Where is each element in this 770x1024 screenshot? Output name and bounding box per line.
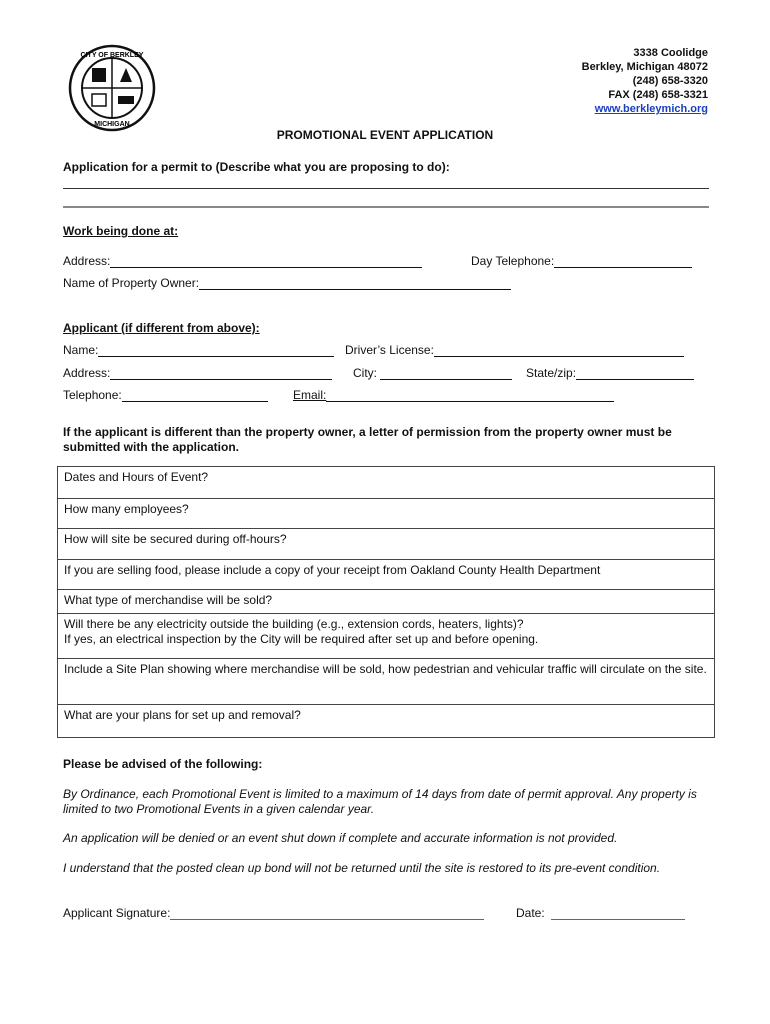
applicant-name-label: Name: (63, 343, 99, 357)
phone: (248) 658-3320 (632, 75, 708, 87)
applicant-name-field[interactable] (98, 343, 334, 357)
applicant-address-row (63, 366, 332, 380)
applicant-address-label: Address: (63, 366, 111, 380)
state-zip-field[interactable] (576, 366, 694, 380)
day-phone-field[interactable] (554, 254, 692, 268)
work-address-row (63, 254, 422, 268)
permit-prompt: Application for a permit to (Describe what you are proposing to do): (63, 160, 450, 174)
questions-table (57, 466, 715, 738)
license-field[interactable] (434, 343, 684, 357)
license-row (345, 343, 684, 357)
email-row (293, 388, 614, 402)
street: 3338 Coolidge (633, 47, 708, 59)
advisory-ordinance: By Ordinance, each Promotional Event is limited to a maximum of 14 days from date of permit approval. Any property is limited to two Promotional Events in a given calendar year. (63, 787, 697, 816)
question-electricity[interactable]: Will there be any electricity outside the building (e.g., extension cords, heaters, lights)? If yes, an electrical inspection by the City will be required after set up and before opening. (58, 613, 714, 658)
permission-note: If the applicant is different than the property owner, a letter of permission from the property owner must be submitted with the application. (63, 425, 672, 454)
city-row (353, 366, 512, 380)
city-field[interactable] (380, 366, 512, 380)
day-phone-label: Day Telephone: (471, 254, 555, 268)
owner-field[interactable] (199, 276, 511, 290)
question-dates[interactable]: Dates and Hours of Event? (64, 470, 209, 484)
state-label: State/zip: (526, 366, 577, 380)
owner-label: Name of Property Owner: (63, 276, 200, 290)
license-label: Driver’s License: (345, 343, 434, 357)
date-row (516, 906, 685, 920)
question-employees[interactable]: How many employees? (58, 498, 714, 528)
telephone-row (63, 388, 268, 402)
question-merchandise[interactable]: What type of merchandise will be sold? (58, 589, 714, 613)
signature-label: Applicant Signature: (63, 906, 171, 920)
city-line: Berkley, Michigan 48072 (581, 61, 708, 73)
email-label: Email: (293, 388, 327, 402)
applicant-address-field[interactable] (110, 366, 332, 380)
date-label: Date: (516, 906, 545, 920)
website-link[interactable]: www.berkleymich.org (594, 103, 708, 115)
advisory-heading: Please be advised of the following: (63, 757, 263, 771)
day-phone-row (471, 254, 692, 268)
email-field[interactable] (326, 388, 614, 402)
question-setup-removal[interactable]: What are your plans for set up and removal? (58, 704, 714, 737)
description-line-1[interactable] (63, 188, 709, 189)
seal-graphic (68, 44, 156, 132)
telephone-label: Telephone: (63, 388, 122, 402)
state-row (526, 366, 694, 380)
question-security[interactable]: How will site be secured during off-hours? (58, 528, 714, 559)
work-address-field[interactable] (110, 254, 422, 268)
signature-row (63, 906, 484, 920)
page-title: PROMOTIONAL EVENT APPLICATION (276, 128, 494, 142)
svg-text:MICHIGAN: MICHIGAN (94, 121, 130, 128)
question-site-plan[interactable]: Include a Site Plan showing where merchandise will be sold, how pedestrian and vehicular traffic will circulate on the site. (58, 658, 714, 704)
owner-row (63, 276, 511, 290)
advisory-bond: I understand that the posted clean up bond will not be returned until the site is restored to its pre-event condition. (63, 861, 661, 875)
address-block (582, 46, 708, 116)
question-food[interactable]: If you are selling food, please include a copy of your receipt from Oakland County Health Department (58, 559, 714, 589)
applicant-name-row (63, 343, 334, 357)
applicant-heading: Applicant (if different from above): (63, 321, 260, 335)
work-heading: Work being done at: (63, 224, 179, 238)
fax: FAX (248) 658-3321 (608, 89, 708, 101)
city-label: City: (353, 366, 377, 380)
signature-field[interactable] (170, 906, 484, 920)
work-address-label: Address: (63, 254, 111, 268)
svg-text:CITY OF BERKLEY: CITY OF BERKLEY (80, 52, 144, 59)
telephone-field[interactable] (122, 388, 268, 402)
date-field[interactable] (551, 906, 685, 920)
city-seal (68, 44, 156, 132)
description-line-2[interactable] (63, 206, 709, 208)
advisory-denial: An application will be denied or an event shut down if complete and accurate information is not provided. (63, 831, 618, 845)
